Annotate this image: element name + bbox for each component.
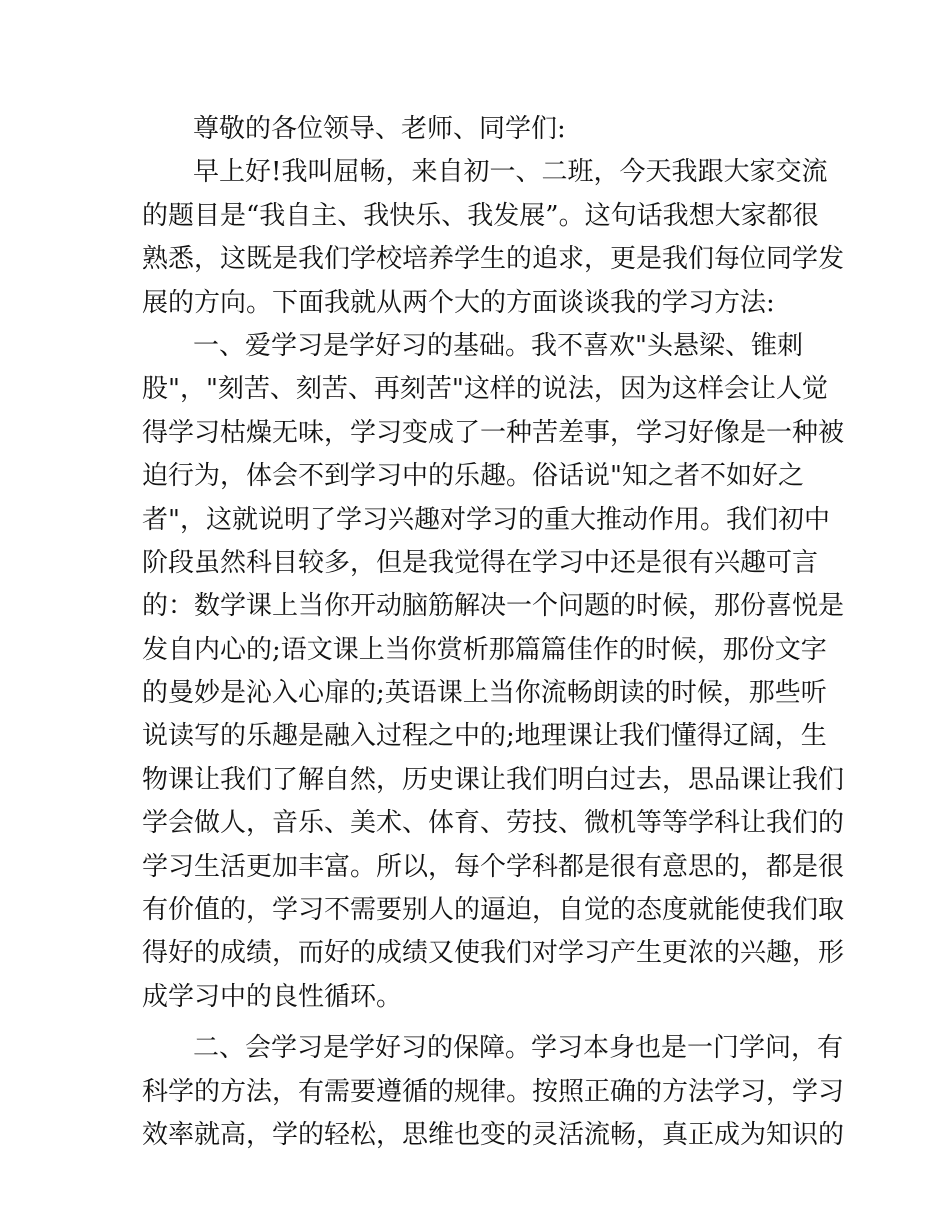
text-line: 成学习中的良性循环。 <box>142 981 403 1012</box>
text-line: 物课让我们了解自然，历史课让我们明白过去，思品课让我们 <box>142 764 845 795</box>
paragraph-learn-method <box>142 1027 845 1157</box>
paragraph-intro <box>142 151 845 325</box>
text-line: 的：数学课上当你开动脑筋解决一个问题的时候，那份喜悦是 <box>142 591 845 622</box>
text-line: 科学的方法，有需要遵循的规律。按照正确的方法学习，学习 <box>142 1076 845 1107</box>
text-line: 的曼妙是沁入心扉的;英语课上当你流畅朗读的时候，那些听 <box>142 678 827 709</box>
text-line: 阶段虽然科目较多，但是我觉得在学习中还是很有兴趣可言 <box>142 547 819 578</box>
text-line: 熟悉，这既是我们学校培养学生的追求，更是我们每位同学发 <box>142 244 845 275</box>
greeting-line: 尊敬的各位领导、老师、同学们: <box>193 114 566 144</box>
text-line: 发自内心的;语文课上当你赏析那篇篇佳作的时候，那份文字 <box>142 634 827 665</box>
text-line: 的题目是“我自主、我快乐、我发展”。这句话我想大家都很 <box>142 200 819 231</box>
text-line: 一、爱学习是学好习的基础。我不喜欢"头悬梁、锥刺 <box>193 330 803 361</box>
text-line: 有价值的，学习不需要别人的逼迫，自觉的态度就能使我们取 <box>142 895 845 926</box>
text-line: 得学习枯燥无味，学习变成了一种苦差事，学习好像是一种被 <box>142 417 845 448</box>
speech-text <box>142 108 845 1157</box>
text-line: 效率就高，学的轻松，思维也变的灵活流畅，真正成为知识的 <box>142 1119 845 1150</box>
text-line: 早上好!我叫屈畅，来自初一、二班，今天我跟大家交流 <box>193 157 828 188</box>
text-line: 学习生活更加丰富。所以，每个学科都是很有意思的，都是很 <box>142 851 845 882</box>
text-line: 股"，"刻苦、刻苦、再刻苦"这样的说法，因为这样会让人觉 <box>142 374 828 405</box>
text-line: 者"，这就说明了学习兴趣对学习的重大推动作用。我们初中 <box>142 504 830 535</box>
paragraph-love-learning <box>142 325 845 1019</box>
text-line: 二、会学习是学好习的保障。学习本身也是一门学问，有 <box>193 1033 844 1064</box>
text-line: 得好的成绩，而好的成绩又使我们对学习产生更浓的兴趣，形 <box>142 938 845 969</box>
text-line: 学会做人，音乐、美术、体育、劳技、微机等等学科让我们的 <box>142 808 845 839</box>
paragraph-spacer <box>142 1019 822 1027</box>
text-line: 说读写的乐趣是融入过程之中的;地理课让我们懂得辽阔，生 <box>142 721 827 752</box>
text-line: 迫行为，体会不到学习中的乐趣。俗话说"知之者不如好之 <box>142 461 804 492</box>
text-line: 展的方向。下面我就从两个大的方面谈谈我的学习方法: <box>142 287 775 318</box>
